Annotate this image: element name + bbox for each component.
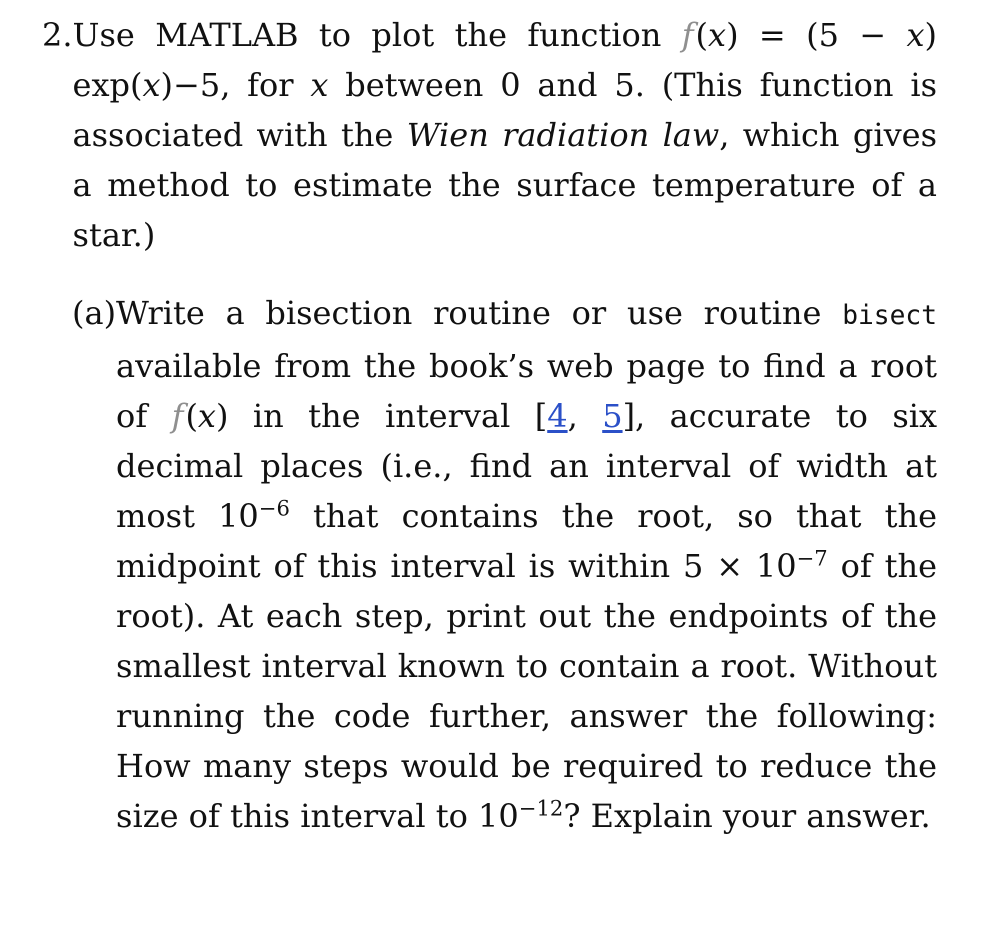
italic-text: x bbox=[310, 66, 329, 104]
problem-intro-paragraph bbox=[73, 10, 937, 260]
part-a-row bbox=[72, 288, 937, 841]
italic-text: x bbox=[142, 66, 161, 104]
plain-text: ) in the interval [ bbox=[215, 397, 548, 435]
problem-intro-row bbox=[42, 10, 937, 260]
plain-text: ? Explain your answer. bbox=[563, 797, 931, 835]
plain-text: , which gives a method to estimate the surface temperature of a star.) bbox=[72, 116, 938, 254]
wien-radiation-law-term: Wien radiation law bbox=[406, 116, 720, 154]
plain-text: available from the book’s web page to find a root of bbox=[116, 347, 937, 435]
exponent-minus-12: −12 bbox=[518, 795, 564, 821]
function-f-symbol: f bbox=[681, 16, 694, 54]
italic-text: x bbox=[906, 16, 925, 54]
interval-link-5[interactable]: 5 bbox=[602, 397, 623, 435]
plain-text: , bbox=[567, 397, 603, 435]
italic-text: x bbox=[197, 397, 216, 435]
plain-text: ) exp( bbox=[72, 16, 938, 104]
plain-text: that contains the root, so that the midpoint of this interval is within 5 × 10 bbox=[116, 497, 938, 585]
problem-2 bbox=[42, 10, 937, 841]
italic-text: x bbox=[708, 16, 727, 54]
part-a-paragraph bbox=[116, 288, 937, 841]
exponent-minus-6: −6 bbox=[258, 495, 290, 521]
plain-text: Use MATLAB to plot the function bbox=[72, 16, 682, 54]
exponent-minus-7: −7 bbox=[796, 545, 828, 571]
plain-text: ( bbox=[185, 397, 198, 435]
plain-text: between 0 and 5. (This function is associated with the bbox=[72, 66, 938, 154]
function-f-symbol: f bbox=[171, 397, 184, 435]
problem-number: 2. bbox=[42, 16, 73, 54]
plain-text: ( bbox=[695, 16, 709, 54]
plain-text: Write a bisection routine or use routine bbox=[116, 294, 843, 332]
part-a-label: (a) bbox=[72, 294, 117, 332]
plain-text: ], accurate to six decimal places (i.e., find an interval of width at most 10 bbox=[116, 397, 938, 535]
plain-text: of the root). At each step, print out the endpoints of the smallest interval known to contain a root. Without running the code further, answer the following: How many steps would be required to reduce the size of this interval to 10 bbox=[116, 547, 937, 835]
interval-link-4[interactable]: 4 bbox=[547, 397, 568, 435]
bisect-routine-name: bisect bbox=[842, 301, 937, 331]
plain-text: )−5, for bbox=[160, 66, 311, 104]
plain-text: ) = (5 − bbox=[726, 16, 907, 54]
